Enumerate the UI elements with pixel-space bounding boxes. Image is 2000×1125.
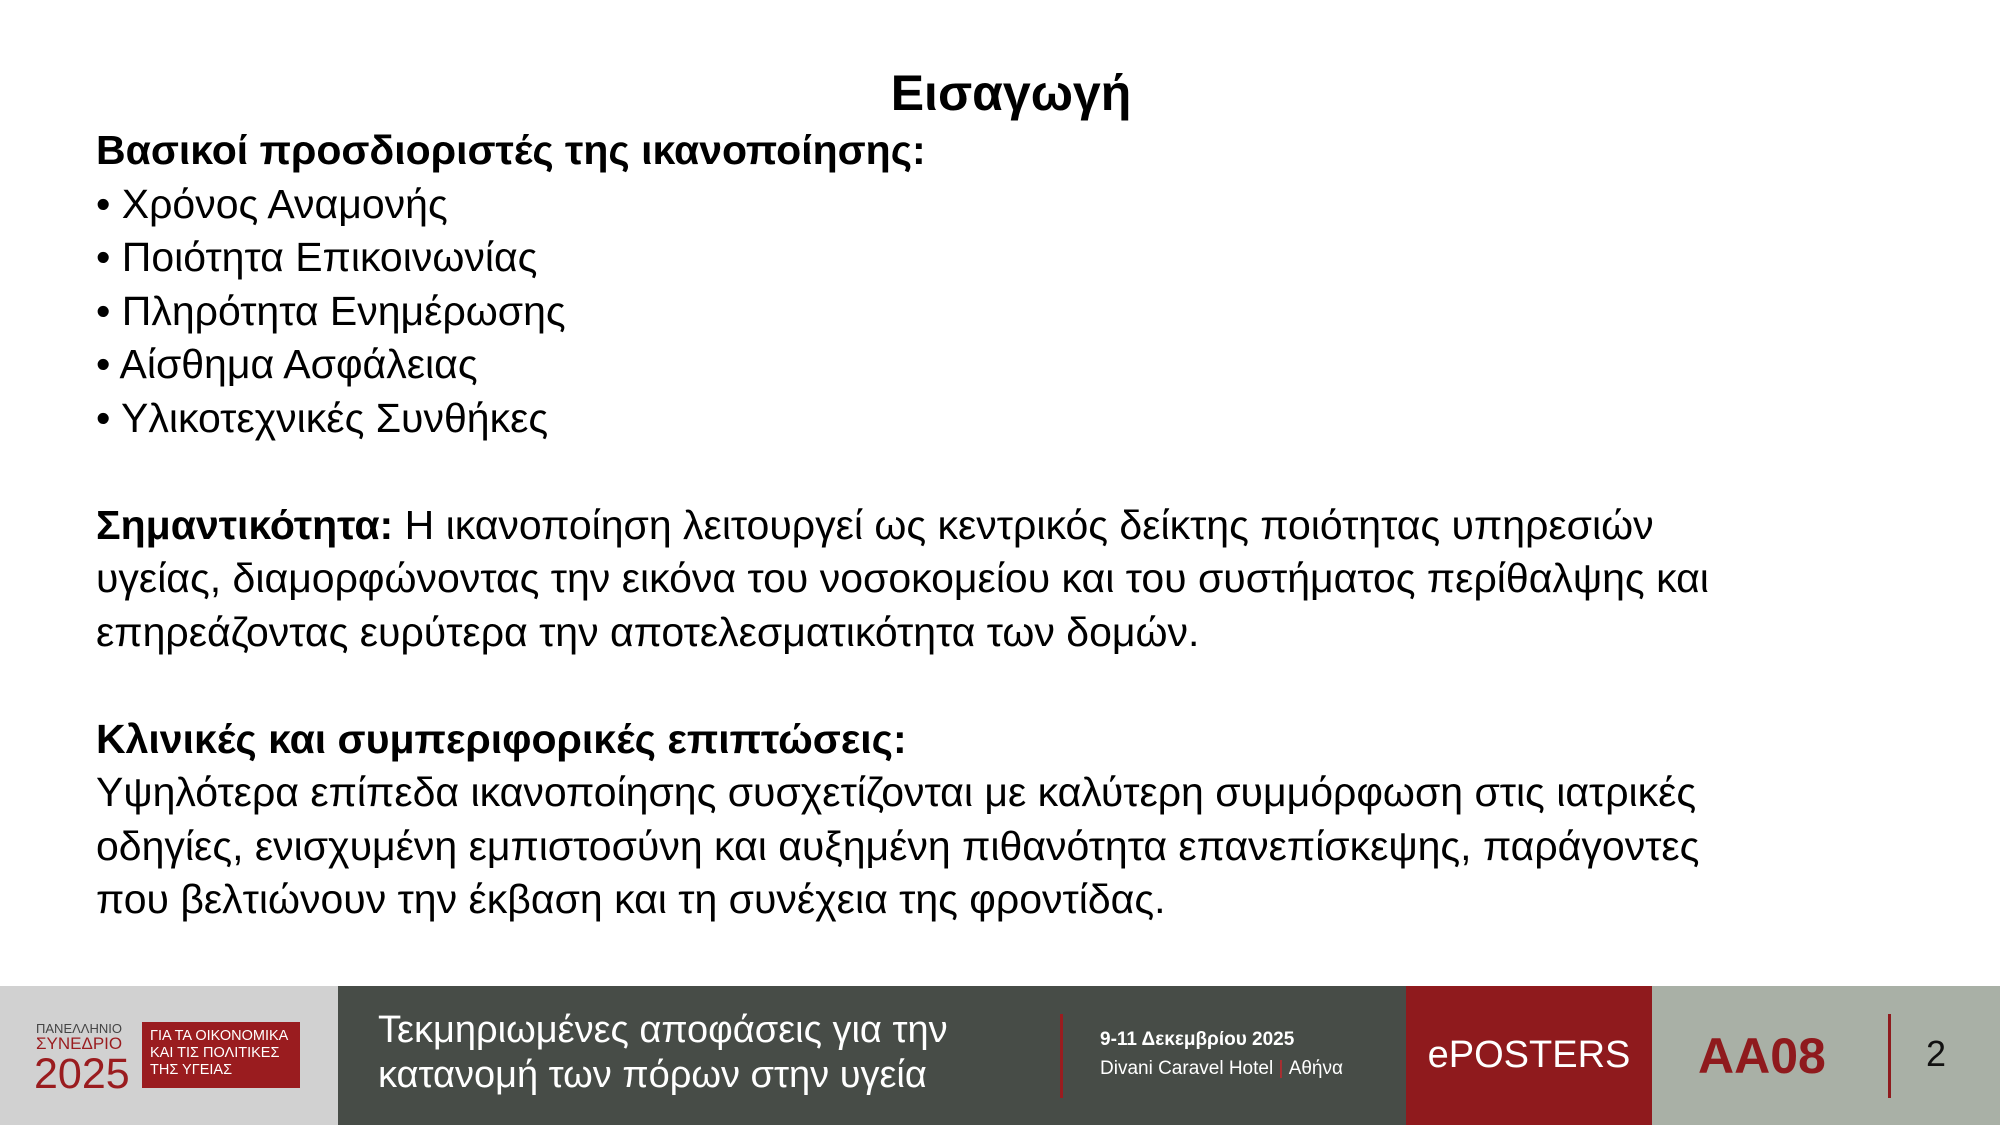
importance-text: Η ικανοποίηση λειτουργεί ως κεντρικός δείκτης ποιότητας υπηρεσιών <box>393 501 1654 548</box>
conference-date: 9-11 Δεκεμβρίου 2025 <box>1100 1029 1295 1050</box>
logo-box-line: ΤΗΣ ΥΓΕΙΑΣ <box>150 1062 233 1078</box>
bullet-item: • Χρόνος Αναμονής <box>96 180 448 227</box>
slide-body <box>96 62 1926 927</box>
bullet-item: • Ποιότητα Επικοινωνίας <box>96 234 538 280</box>
implications-paragraph-line: που βελτιώνουν την έκβαση και τη συνέχεια της φροντίδας. <box>96 876 1166 922</box>
importance-label: Σημαντικότητα: <box>96 501 394 548</box>
poster-code-panel <box>1652 986 2000 1125</box>
slide-title: Εισαγωγή <box>890 65 1132 121</box>
conference-logo <box>0 986 338 1125</box>
bullet-item: • Αίσθημα Ασφάλειας <box>96 341 478 387</box>
spacer <box>96 659 1926 713</box>
conference-venue <box>1100 1056 1343 1082</box>
footer-banner <box>0 986 2000 1125</box>
implications-paragraph-line: οδηγίες, ενισχυμένη εμπιστοσύνη και αυξημένη πιθανότητα επανεπίσκεψης, παράγοντες <box>96 822 1700 869</box>
implications-paragraph-line: Υψηλότερα επίπεδα ικανοποίησης συσχετίζονται με καλύτερη συμμόρφωση στις ιατρικές <box>96 769 1697 815</box>
spacer <box>96 445 1926 499</box>
logo-small-text: ΠΑΝΕΛΛΗΝΙΟ <box>36 1021 122 1036</box>
divider <box>1060 1014 1063 1098</box>
importance-paragraph-line: επηρεάζοντας ευρύτερα την αποτελεσματικότητα των δομών. <box>96 608 1200 655</box>
bullet-item: • Υλικοτεχνικές Συνθήκες <box>96 394 549 441</box>
determinants-heading: Βασικοί προσδιοριστές της ικανοποίησης: <box>96 127 926 173</box>
logo-box-line: ΓΙΑ ΤΑ ΟΙΚΟΝΟΜΙΚΑ <box>150 1028 289 1044</box>
importance-paragraph-line <box>96 499 1926 553</box>
poster-code: AA08 <box>1698 1028 1826 1084</box>
venue-city: Αθήνα <box>1288 1058 1343 1079</box>
divider <box>1888 1014 1891 1098</box>
logo-red-box <box>142 1022 300 1088</box>
eposters-label: ePOSTERS <box>1406 986 1652 1125</box>
venue-separator: | <box>1278 1058 1284 1079</box>
logo-synedrio-text: ΣΥΝΕΔΡΙΟ <box>36 1034 123 1053</box>
logo-box-line: ΚΑΙ ΤΙΣ ΠΟΛΙΤΙΚΕΣ <box>150 1045 280 1061</box>
theme-line: κατανομή των πόρων στην υγεία <box>378 1054 927 1096</box>
page-number: 2 <box>1926 1033 1947 1074</box>
implications-heading: Κλινικές και συμπεριφορικές επιπτώσεις: <box>96 715 907 762</box>
logo-year: 2025 <box>34 1050 130 1098</box>
importance-paragraph-line: υγείας, διαμορφώνοντας την εικόνα του νοσοκομείου και του συστήματος περίθαλψης και <box>96 555 1709 601</box>
conference-theme <box>378 1008 948 1098</box>
theme-line: Τεκμηριωμένες αποφάσεις για την <box>378 1009 948 1051</box>
conference-theme-panel <box>338 986 1406 1125</box>
bullet-item: • Πληρότητα Ενημέρωσης <box>96 287 566 334</box>
venue-name: Divani Caravel Hotel <box>1100 1058 1274 1079</box>
